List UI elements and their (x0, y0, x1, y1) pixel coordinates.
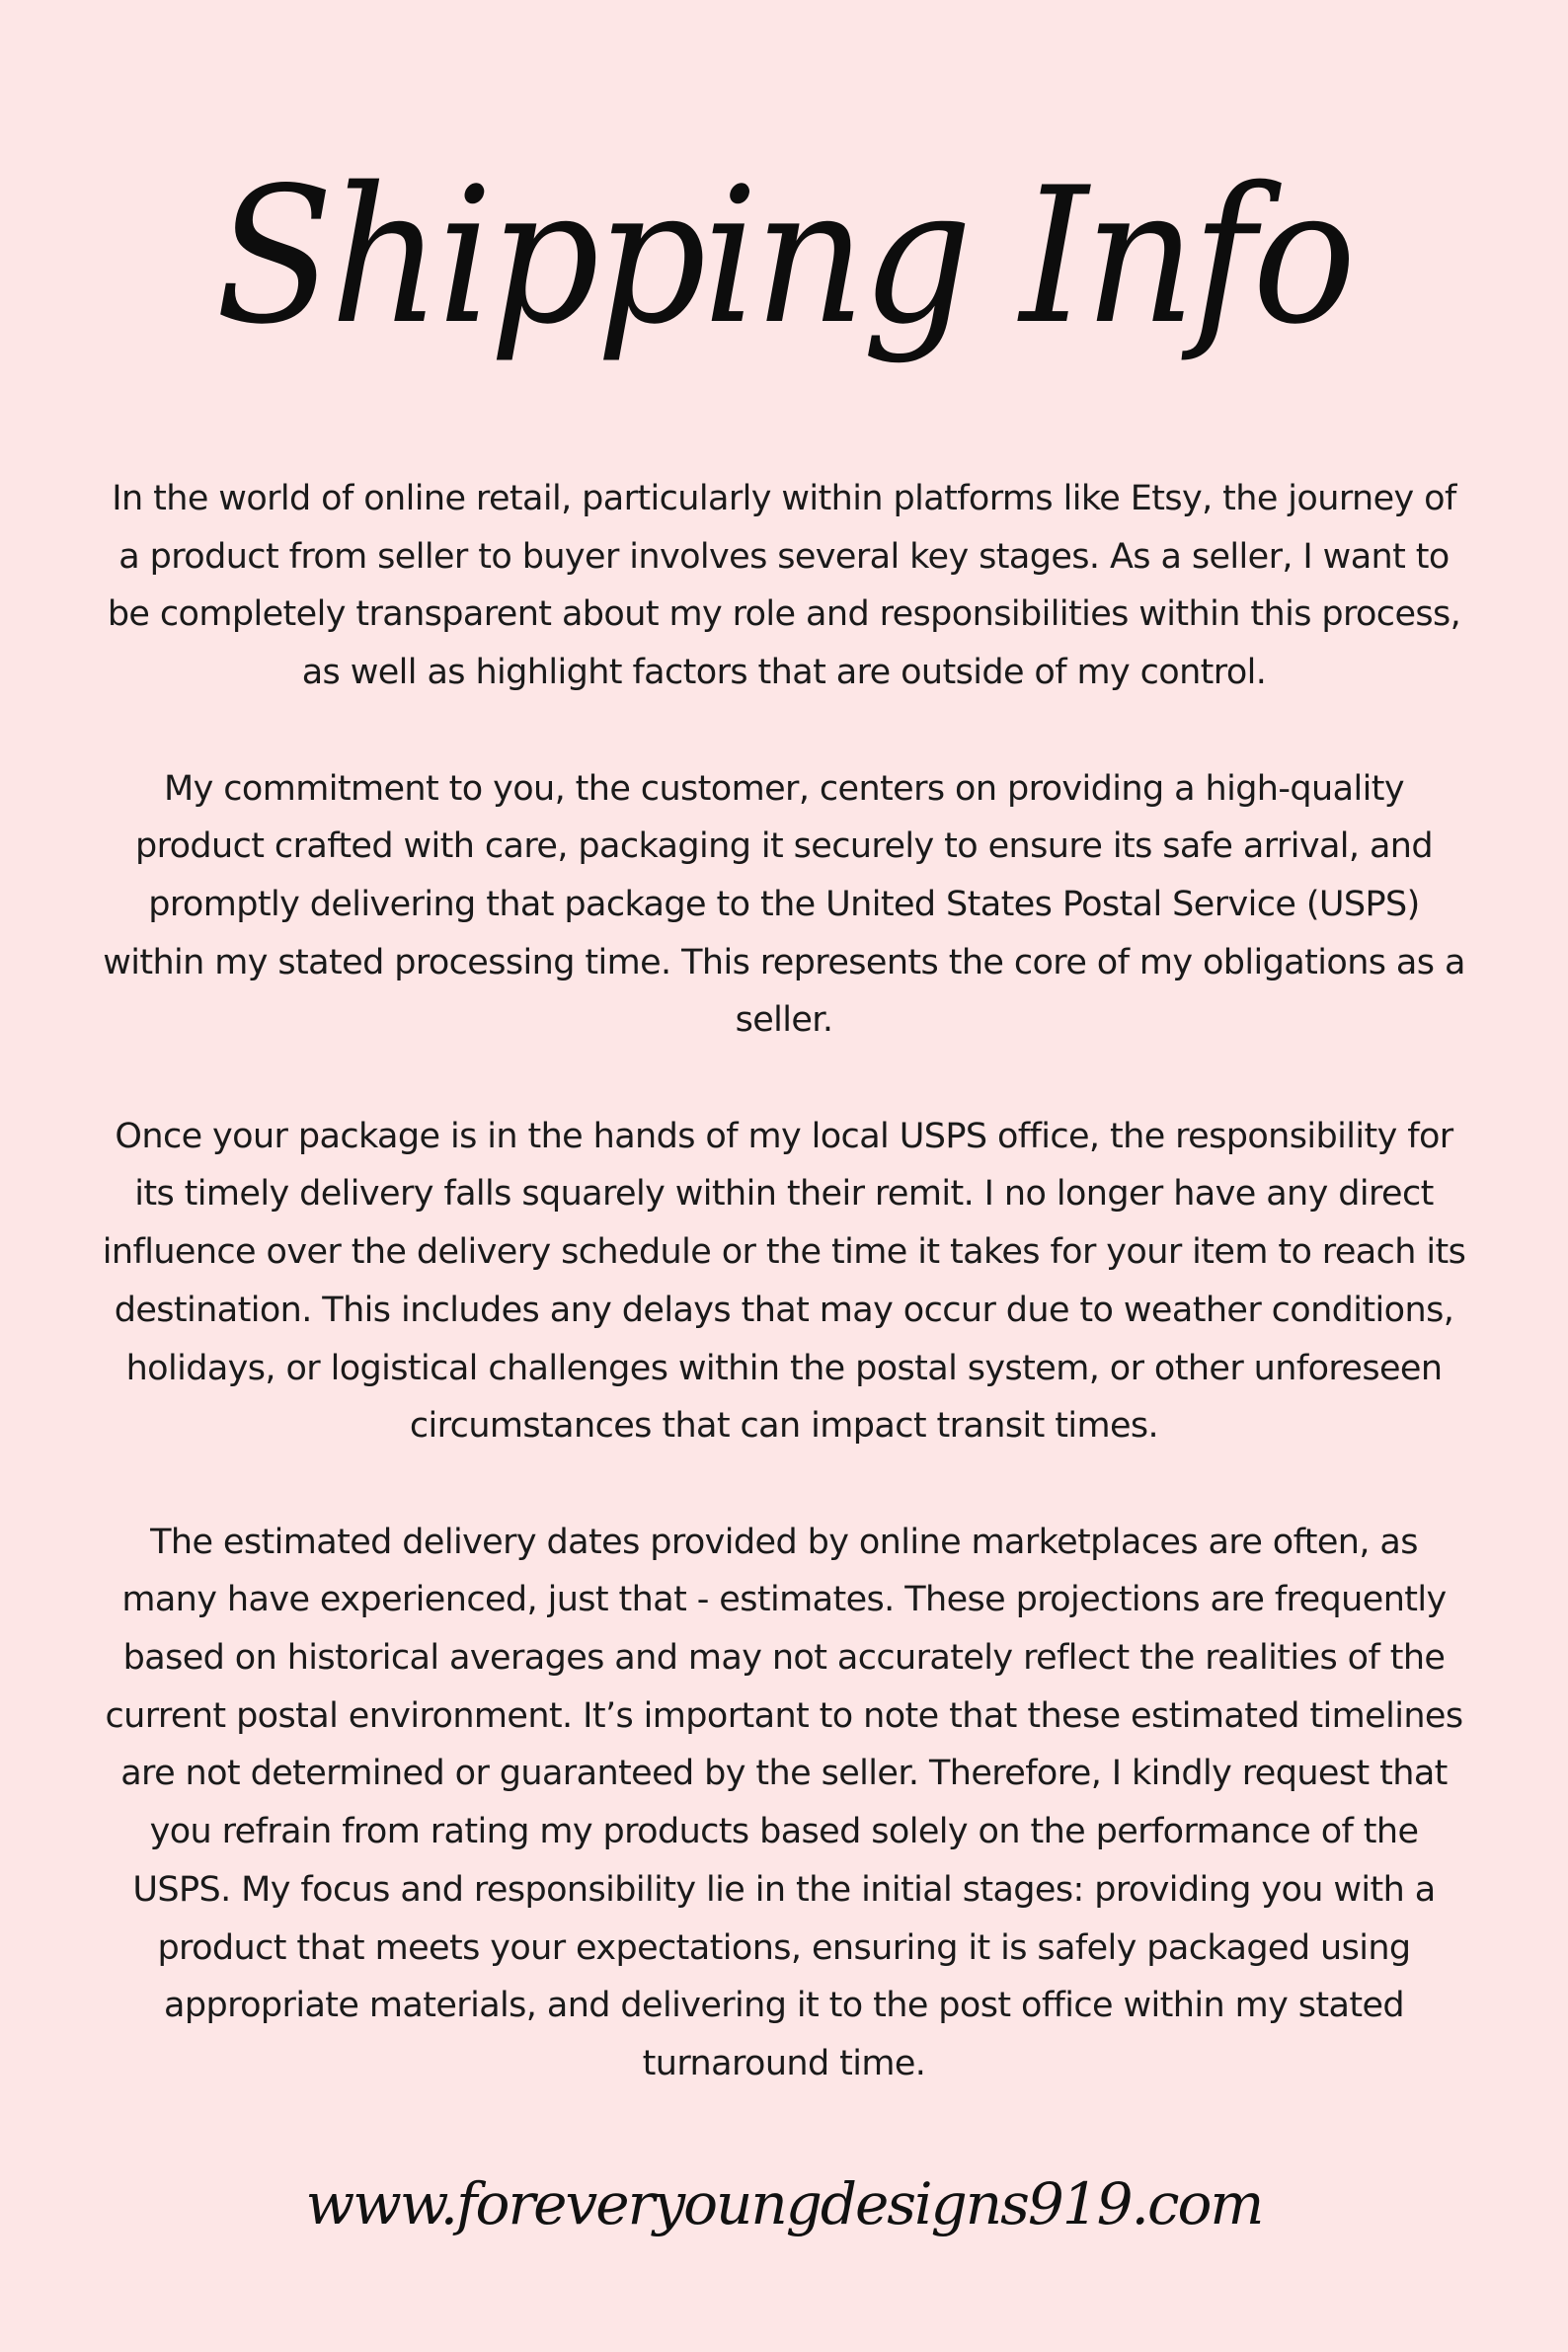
paragraph-estimates: The estimated delivery dates provided by online marketplaces are often, as many have experienced, just that - estimates. These projections are frequently based on historical averages and may not accurately reflect the realities of the current postal environment. It’s important to note that these estimated timelines are not determined or guaranteed by the seller. Therefore, I kindly request that you refrain from rating my products based solely on the performance of the USPS. My focus and responsibility lie in the initial stages: providing you with a product that meets your expectations, ensuring it is safely packaged using appropriate materials, and delivering it to the post office within my stated turnaround time. (105, 1522, 1463, 2083)
body-text (99, 470, 1469, 2151)
paragraph-intro: In the world of online retail, particularly within platforms like Etsy, the journey of a product from seller to buyer involves several key stages. As a seller, I want to be completely transparent about my role and responsibilities within this process, as well as highlight factors that are outside of my control. (107, 479, 1461, 693)
paragraph-commitment: My commitment to you, the customer, centers on providing a high-quality product crafted with care, packaging it securely to ensure its safe arrival, and promptly delivering that package to the United States Postal Service (USPS) within my stated processing time. This represents the core of my obligations as a seller. (103, 768, 1465, 1041)
paragraph-usps-responsibility: Once your package is in the hands of my local USPS office, the responsibility for its timely delivery falls squarely within their remit. I no longer have any direct influence over the delivery schedule or the time it takes for your item to reach its destination. This includes any delays that may occur due to weather conditions, holidays, or logistical challenges within the postal system, or other unforeseen circumstances that can impact transit times. (102, 1116, 1466, 1447)
website-url: www.foreveryoungdesigns919.com (305, 2170, 1263, 2237)
page-title: Shipping Info (215, 147, 1353, 365)
